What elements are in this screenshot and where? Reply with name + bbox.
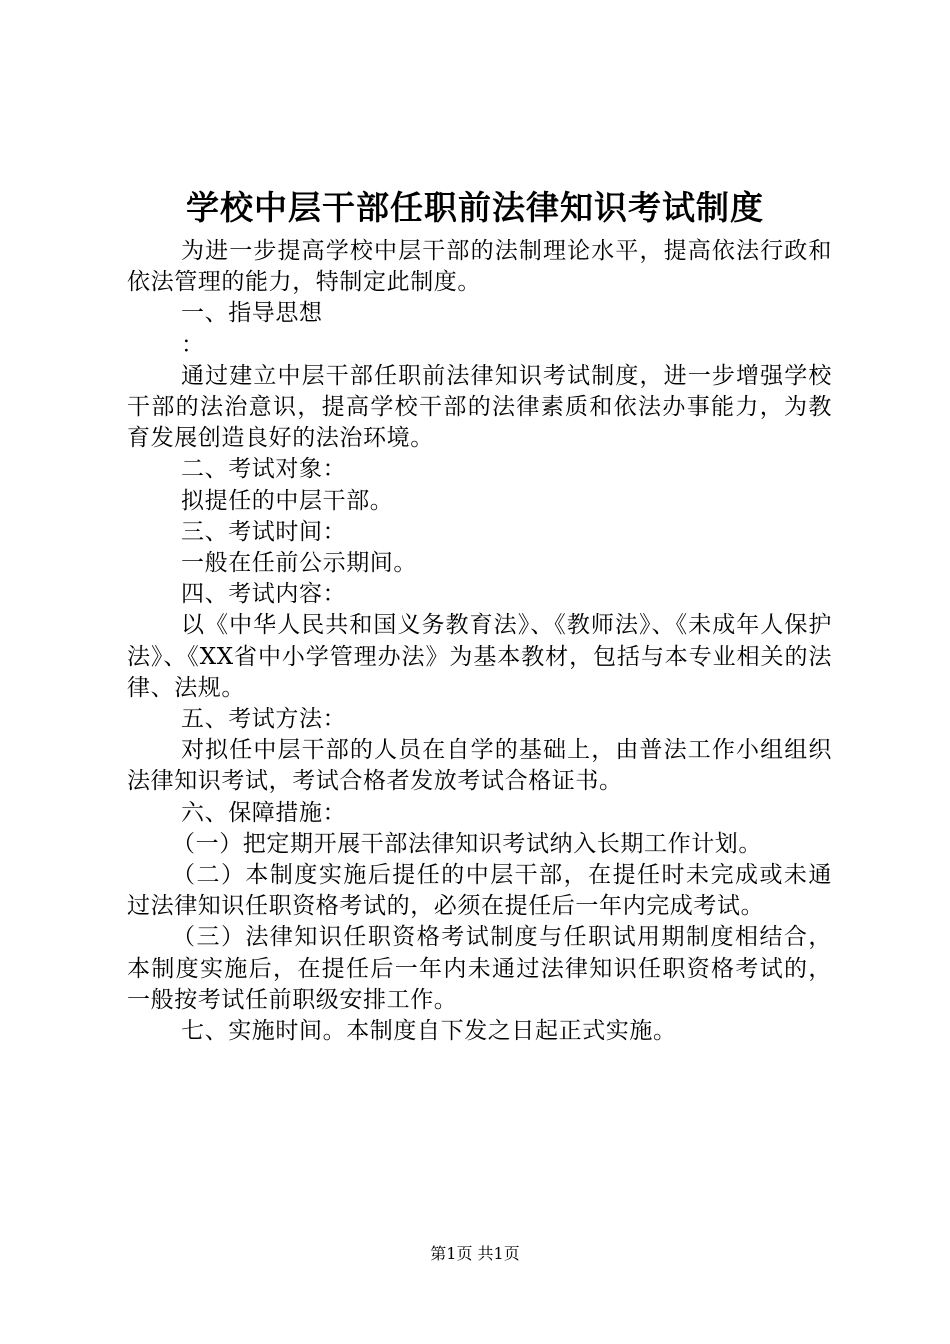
section-heading-exam-content: 四、考试内容： — [181, 581, 347, 608]
section-heading-exam-target: 二、考试对象： — [181, 456, 347, 483]
intro-paragraph: 为进一步提高学校中层干部的法制理论水平，提高依法行政和依法管理的能力，特制定此制度。 — [127, 238, 832, 296]
exam-method-paragraph: 对拟任中层干部的人员在自学的基础上，由普法工作小组组织法律知识考试，考试合格者发放考试合格证书。 — [127, 737, 832, 795]
safeguard-item-3: （三）法律知识任职资格考试制度与任职试用期制度相结合，本制度实施后，在提任后一年内未通过法律知识任职资格考试的，一般按考试任前职级安排工作。 — [127, 924, 832, 1013]
document-body — [127, 236, 832, 1047]
page-footer: 第1页 共1页 — [430, 1244, 520, 1263]
section-heading-exam-method: 五、考试方法： — [181, 706, 347, 733]
section-heading-safeguards: 六、保障措施： — [181, 799, 347, 826]
exam-content-paragraph: 以《中华人民共和国义务教育法》、《教师法》、《未成年人保护法》、《XX省中小学管理办法》为基本教材，包括与本专业相关的法律、法规。 — [127, 612, 832, 701]
stray-colon: ： — [181, 331, 205, 358]
section-heading-exam-time: 三、考试时间： — [181, 518, 347, 545]
exam-target-paragraph: 拟提任的中层干部。 — [181, 487, 394, 514]
safeguard-item-1: （一）把定期开展干部法律知识考试纳入长期工作计划。 — [172, 830, 762, 857]
section-heading-guiding-idea: 一、指导思想 — [181, 300, 323, 327]
safeguard-item-2: （二）本制度实施后提任的中层干部，在提任时未完成或未通过法律知识任职资格考试的，必须在提任后一年内完成考试。 — [127, 862, 832, 920]
section-heading-implementation: 七、实施时间。本制度自下发之日起正式实施。 — [181, 1018, 677, 1045]
document-title: 学校中层干部任职前法律知识考试制度 — [186, 188, 764, 227]
exam-time-paragraph: 一般在任前公示期间。 — [181, 550, 417, 577]
guiding-idea-paragraph: 通过建立中层干部任职前法律知识考试制度，进一步增强学校干部的法治意识，提高学校干部的法律素质和依法办事能力，为教育发展创造良好的法治环境。 — [127, 362, 832, 452]
